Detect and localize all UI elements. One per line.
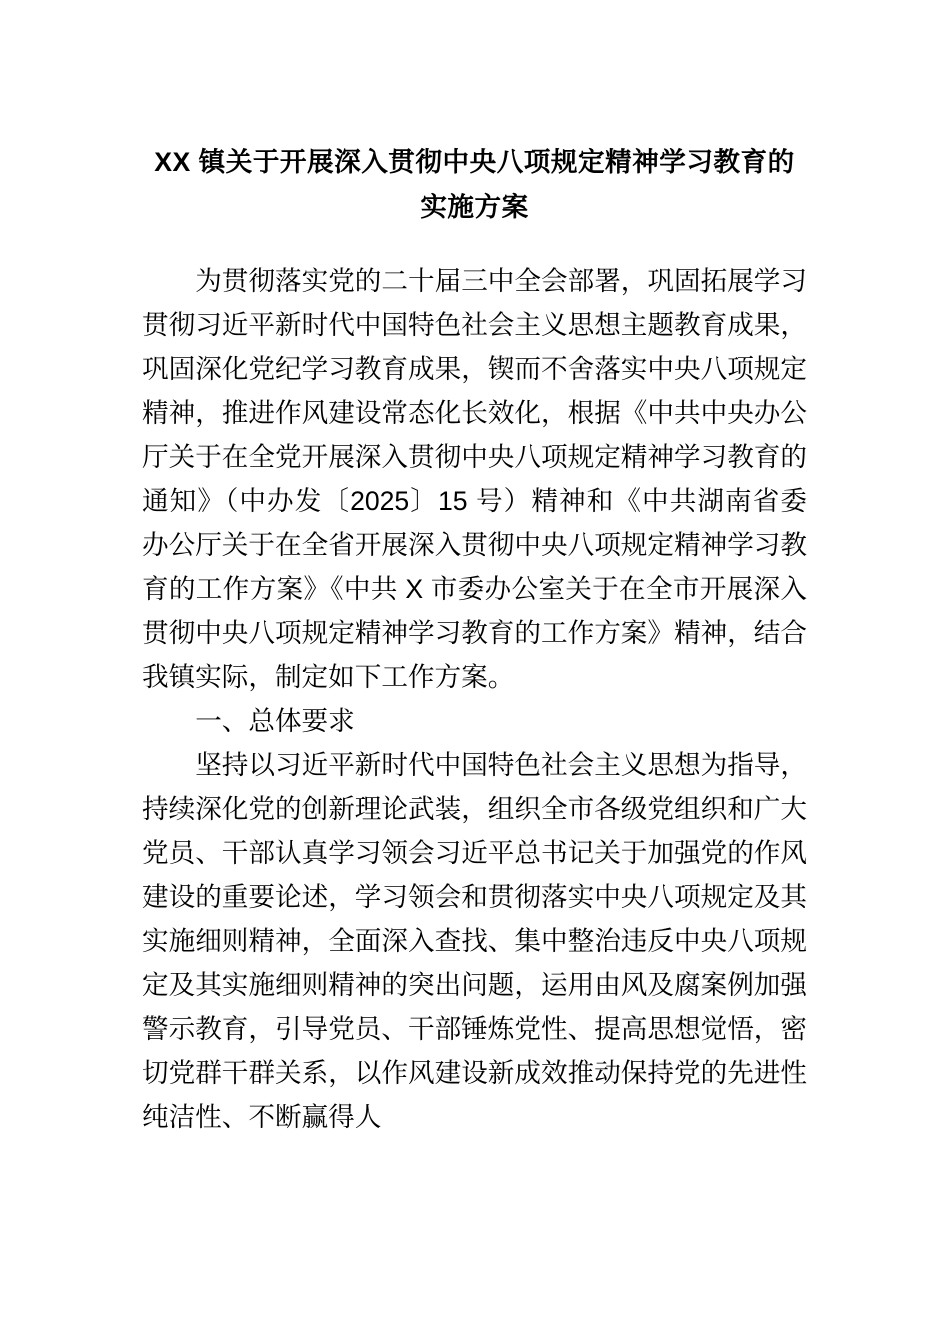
paragraph-intro: 为贯彻落实党的二十届三中全会部署，巩固拓展学习贯彻习近平新时代中国特色社会主义思想主题教育成果，巩固深化党纪学习教育成果，锲而不舍落实中央八项规定精神，推进作风建设常态化长效化，根据《中共中央办公厅关于在全党开展深入贯彻中央八项规定精神学习教育的通知》（中办发〔2025〕15 号）精神和《中共湖南省委办公厅关于在全省开展深入贯彻中央八项规定精神学习教育的工作方案》《中共 X 市委办公室关于在全市开展深入贯彻中央八项规定精神学习教育的工作方案》精神，结合我镇实际，制定如下工作方案。 (142, 266, 807, 692)
document-title: XX 镇关于开展深入贯彻中央八项规定精神学习教育的实施方案 (154, 147, 795, 222)
paragraph-overall-requirements-body: 坚持以习近平新时代中国特色社会主义思想为指导，持续深化党的创新理论武装，组织全市各级党组织和广大党员、干部认真学习领会习近平总书记关于加强党的作风建设的重要论述，学习领会和贯彻落实中央八项规定及其实施细则精神，全面深入查找、集中整治违反中央八项规定及其实施细则精神的突出问题，运用由风及腐案例加强警示教育，引导党员、干部锤炼党性、提高思想觉悟，密切党群干群关系，以作风建设新成效推动保持党的先进性纯洁性、不断赢得人 (142, 750, 807, 1132)
section-heading-overall-requirements: 一、总体要求 (195, 706, 355, 736)
